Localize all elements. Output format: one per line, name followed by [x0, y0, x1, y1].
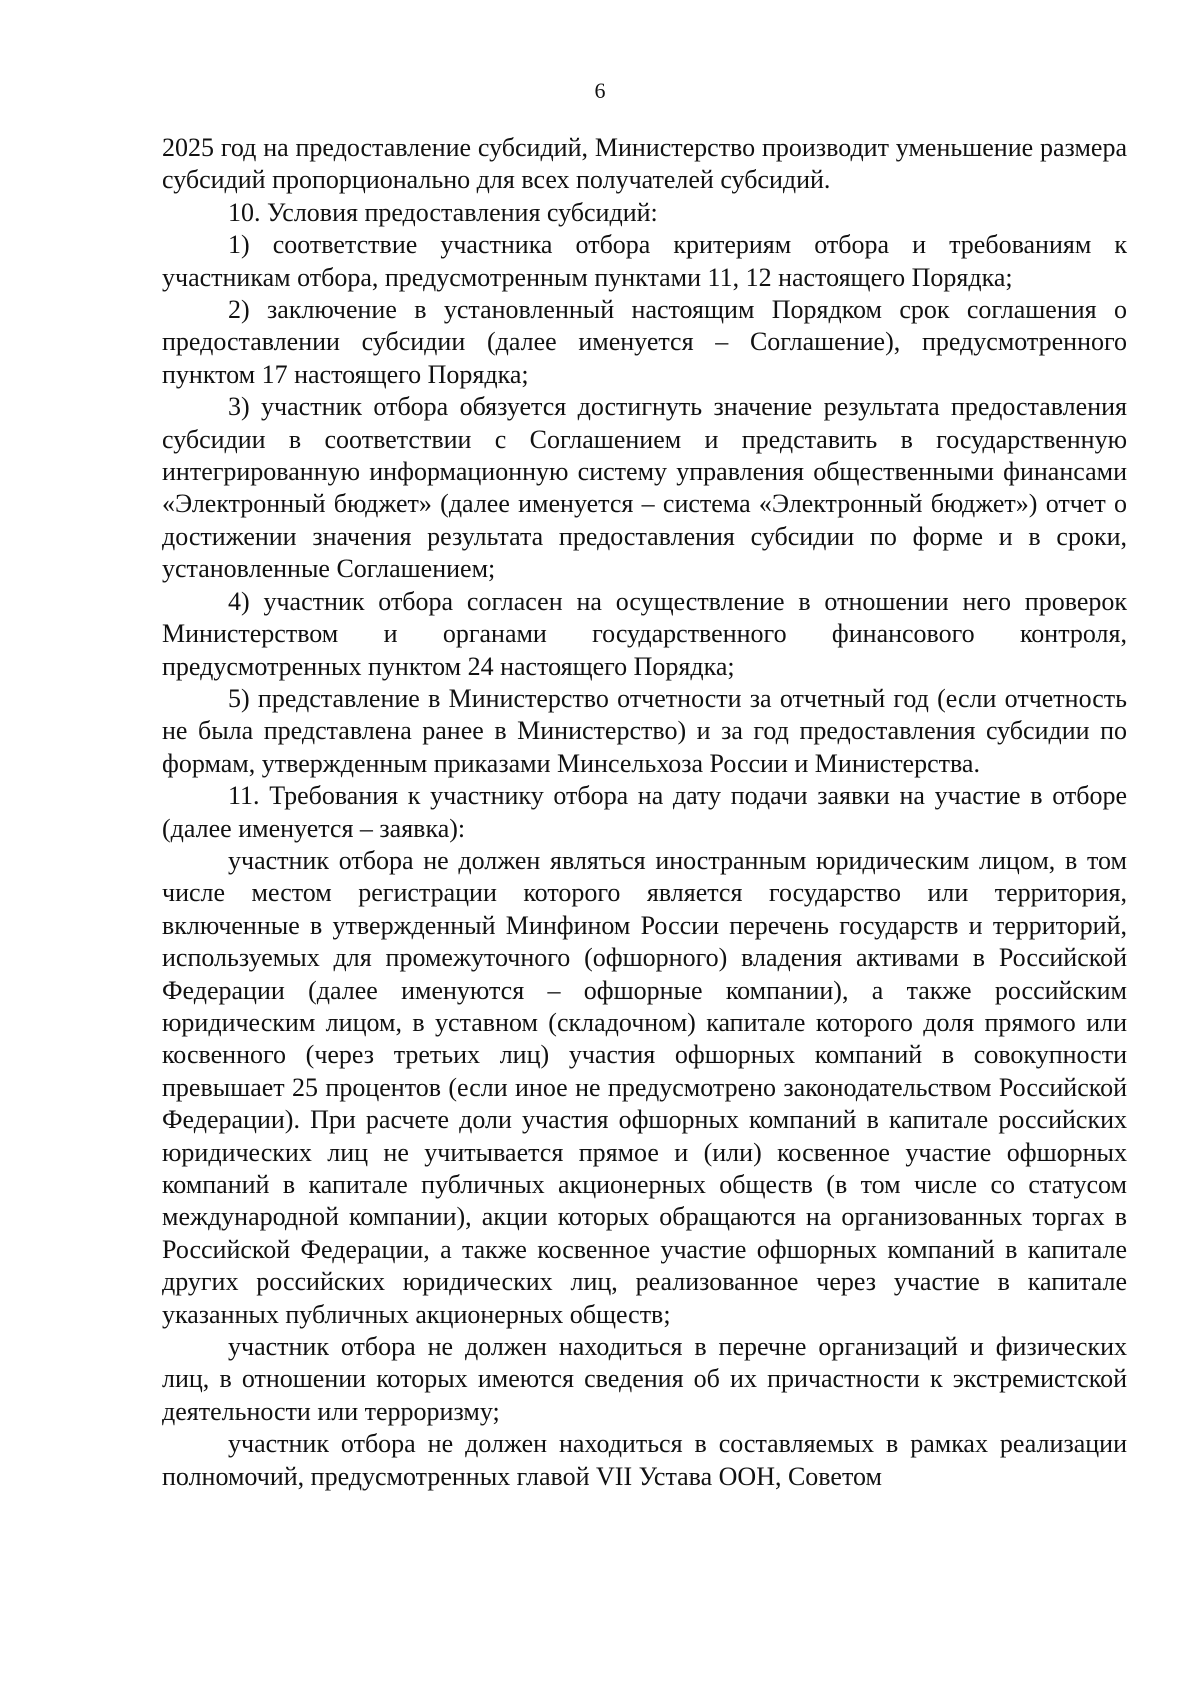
paragraph-item-11-heading: 11. Требования к участнику отбора на дату подачи заявки на участие в отборе (далее именуется – заявка):	[162, 781, 1127, 843]
document-body	[162, 132, 1127, 1493]
page-number: 6	[594, 78, 606, 103]
paragraph-item-11-offshore: участник отбора не должен являться иностранным юридическим лицом, в том числе местом регистрации которого является государство или территория, включенные в утвержденный Минфином России перечень государств и территорий, используемых для промежуточного (офшорного) владения активами в Российской Федерации (далее именуются – офшорные компании), а также российским юридическим лицом, в уставном (складочном) капитале которого доля прямого или косвенного (через третьих лиц) участия офшорных компаний в совокупности превышает 25 процентов (если иное не предусмотрено законодательством Российской Федерации). При расчете доли участия офшорных компаний в капитале российских юридических лиц не учитывается прямое и (или) косвенное участие офшорных компаний в капитале публичных акционерных обществ (в том числе со статусом международной компании), акции которых обращаются на организованных торгах в Российской Федерации, а также косвенное участие офшорных компаний в капитале других российских юридических лиц, реализованное через участие в капитале указанных публичных акционерных обществ;	[162, 845, 1127, 1329]
paragraph-item-10-2: 2) заключение в установленный настоящим Порядком срок соглашения о предоставлении субсидии (далее именуется – Соглашение), предусмотренного пунктом 17 настоящего Порядка;	[162, 295, 1127, 389]
paragraph-item-10-1: 1) соответствие участника отбора критериям отбора и требованиям к участникам отбора, предусмотренным пунктами 11, 12 настоящего Порядка;	[162, 230, 1127, 292]
paragraph-continuation: 2025 год на предоставление субсидий, Министерство производит уменьшение размера субсидий пропорционально для всех получателей субсидий.	[162, 133, 1127, 195]
paragraph-item-10-heading: 10. Условия предоставления субсидий:	[228, 197, 658, 227]
paragraph-item-11-extremism: участник отбора не должен находиться в перечне организаций и физических лиц, в отношении которых имеются сведения об их причастности к экстремистской деятельности или терроризму;	[162, 1332, 1127, 1426]
paragraph-item-10-5: 5) представление в Министерство отчетности за отчетный год (если отчетность не была представлена ранее в Министерство) и за год предоставления субсидии по формам, утвержденным приказами Минсельхоза России и Министерства.	[162, 683, 1127, 778]
paragraph-item-11-un-lists: участник отбора не должен находиться в составляемых в рамках реализации полномочий, предусмотренных главой VII Устава ООН, Советом	[162, 1429, 1127, 1491]
paragraph-item-10-3: 3) участник отбора обязуется достигнуть значение результата предоставления субсидии в соответствии с Соглашением и представить в государственную интегрированную информационную систему управления общественными финансами «Электронный бюджет» (далее именуется – система «Электронный бюджет») отчет о достижении значения результата предоставления субсидии по форме и в сроки, установленные Соглашением;	[162, 392, 1127, 584]
paragraph-item-10-4: 4) участник отбора согласен на осуществление в отношении него проверок Министерством и органами государственного финансового контроля, предусмотренных пунктом 24 настоящего Порядка;	[162, 586, 1127, 681]
